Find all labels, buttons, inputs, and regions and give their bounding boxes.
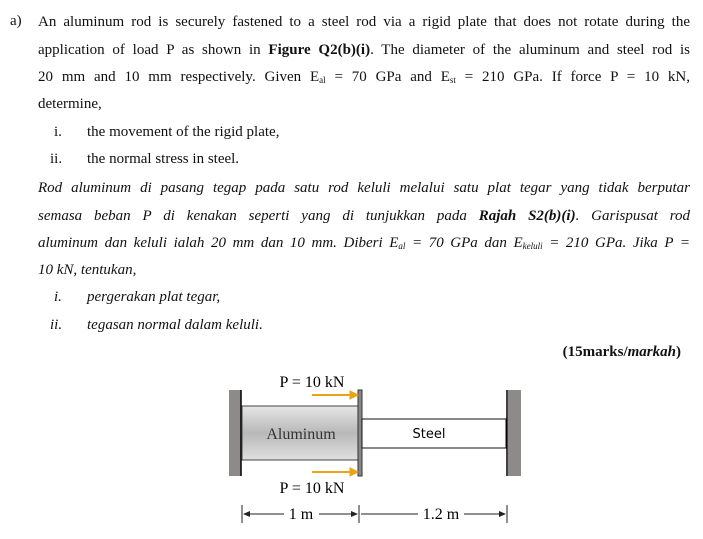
dim-steel-length: 1.2 m — [422, 506, 460, 523]
dim-aluminum-length: 1 m — [288, 506, 314, 523]
en-line-1: An aluminum rod is securely fastened to a steel rod via a rigid plate that does not rotate during the — [38, 14, 690, 30]
ms-item-num: i. — [54, 289, 62, 305]
figure-ref: Figure Q2(b)(i) — [268, 42, 371, 58]
left-wall — [229, 390, 241, 476]
ms-item-text: tegasan normal dalam keluli. — [87, 317, 263, 333]
ms-line-3: aluminum dan keluli ialah 20 mm dan 10 mm. Diberi $E_{al} = 70$ GPa dan $E_{keluli} = 210$ GPa. Jika P = — [38, 235, 690, 251]
right-wall — [508, 390, 521, 476]
en-line-4: determine, — [38, 96, 102, 112]
marks-label: (15marks/markah) — [562, 344, 681, 360]
en-item-num: i. — [54, 124, 62, 140]
en-item-num: ii. — [50, 151, 63, 167]
steel-label: Steel — [412, 427, 446, 442]
en-item-text: the movement of the rigid plate, — [87, 124, 280, 140]
figure-ref-ms: Rajah S2(b)(i) — [478, 208, 576, 224]
ms-item-num: ii. — [50, 317, 63, 333]
dimension-lines — [242, 505, 507, 523]
ms-line-4: 10 kN, tentukan, — [38, 262, 137, 278]
top-load-label: P = 10 kN — [279, 374, 345, 391]
ms-line-2: semasa beban P di kenakan seperti yang di tunjukkan pada Rajah S2(b)(i). Garispusat rod — [38, 208, 690, 224]
en-line-3: 20 mm and 10 mm respectively. Given $E_{al} = 70$ GPa and $E_{st} = 210$ GPa. If force P = 10 kN, — [38, 69, 690, 85]
bottom-load-label: P = 10 kN — [279, 480, 345, 497]
aluminum-label: Aluminum — [266, 426, 336, 443]
question-label: a) — [10, 13, 22, 29]
en-line-2: application of load P as shown in Figure Q2(b)(i). The diameter of the aluminum and steel rod is — [38, 42, 690, 58]
ms-line-1: Rod aluminum di pasang tegap pada satu rod keluli melalui satu plat tegar yang tidak berputar — [38, 180, 690, 196]
ms-item-text: pergerakan plat tegar, — [87, 289, 221, 305]
en-item-text: the normal stress in steel. — [87, 151, 240, 167]
rigid-plate — [358, 390, 362, 476]
